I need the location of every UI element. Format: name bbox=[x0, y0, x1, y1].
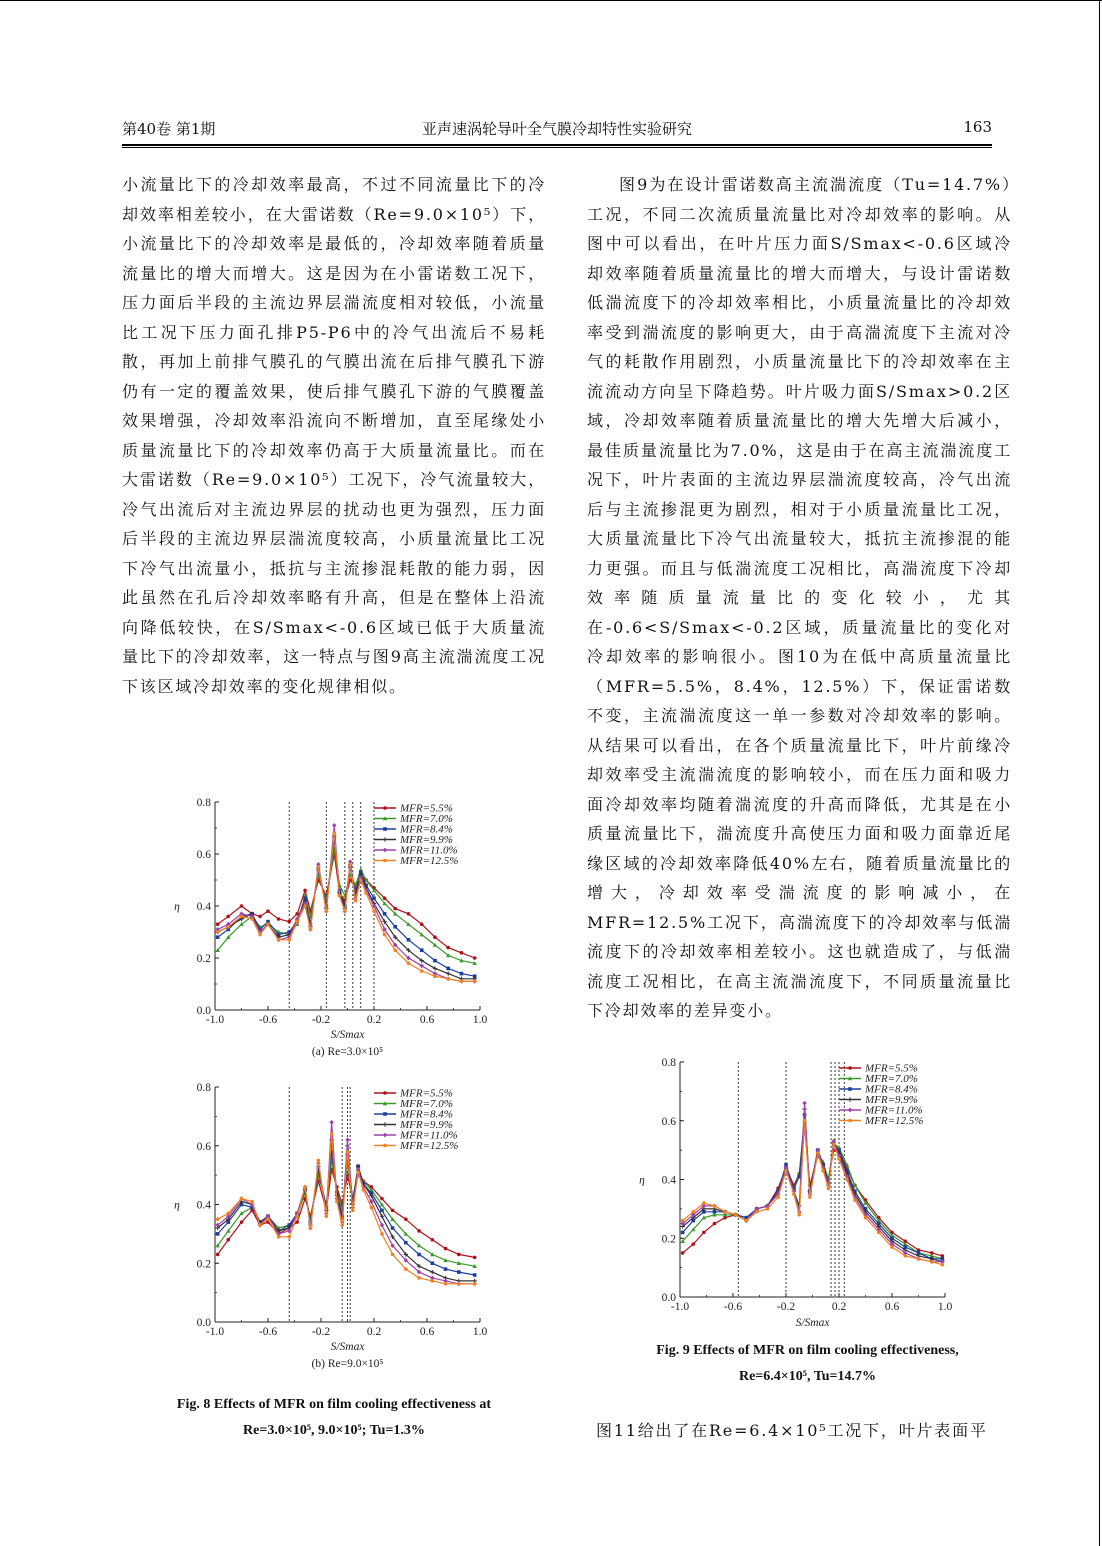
data-point bbox=[330, 1132, 334, 1136]
y-tick-label: 0.4 bbox=[661, 1174, 676, 1187]
legend-marker bbox=[383, 848, 387, 853]
y-tick-label: 0.2 bbox=[661, 1233, 676, 1246]
data-point bbox=[460, 980, 464, 984]
data-point bbox=[890, 1245, 894, 1249]
legend-marker bbox=[383, 1133, 387, 1138]
data-point bbox=[877, 1231, 881, 1235]
data-point bbox=[903, 1254, 907, 1258]
data-point bbox=[404, 1241, 408, 1245]
data-point bbox=[258, 1223, 262, 1227]
series-3 bbox=[681, 1113, 944, 1261]
data-point bbox=[250, 1200, 254, 1204]
data-point bbox=[258, 915, 262, 919]
data-point bbox=[702, 1231, 706, 1235]
data-point bbox=[329, 1120, 333, 1125]
legend-label: MFR=9.9% bbox=[400, 834, 453, 846]
data-point bbox=[362, 1188, 366, 1192]
data-point bbox=[433, 974, 437, 978]
bottom-text: 图11给出了在Re=6.4×10⁵工况下，叶片表面平 bbox=[596, 1421, 988, 1440]
data-point bbox=[864, 1216, 868, 1220]
legend-marker bbox=[383, 806, 387, 810]
legend-marker bbox=[848, 1066, 852, 1070]
legend-label: MFR=7.0% bbox=[400, 813, 453, 825]
series-line bbox=[683, 1127, 943, 1256]
data-point bbox=[216, 922, 220, 926]
legend-label: MFR=8.4% bbox=[400, 823, 453, 836]
data-point bbox=[391, 1226, 395, 1230]
x-tick-label: 0.2 bbox=[366, 1014, 382, 1026]
data-point bbox=[808, 1195, 812, 1199]
data-point bbox=[351, 1209, 355, 1213]
legend-marker bbox=[383, 1112, 387, 1116]
data-point bbox=[734, 1213, 738, 1217]
legend-marker bbox=[848, 1108, 852, 1113]
legend-entry bbox=[374, 855, 458, 867]
data-point bbox=[391, 1209, 395, 1213]
x-tick-label: 0.2 bbox=[831, 1301, 847, 1313]
data-point bbox=[404, 1217, 408, 1221]
data-point bbox=[784, 1169, 788, 1173]
journal-volume: 第40卷 第1期 bbox=[122, 120, 216, 138]
data-point bbox=[359, 878, 363, 882]
x-tick-label: 1.0 bbox=[472, 1326, 488, 1338]
data-point bbox=[776, 1195, 780, 1199]
legend-marker bbox=[383, 1091, 387, 1095]
data-point bbox=[277, 1235, 281, 1239]
left-column bbox=[122, 170, 546, 701]
legend-label: MFR=11.0% bbox=[400, 1129, 458, 1142]
data-point bbox=[287, 938, 291, 942]
figure-8b bbox=[160, 1075, 540, 1380]
legend-label: MFR=12.5% bbox=[400, 855, 459, 867]
data-point bbox=[457, 1282, 461, 1286]
data-point bbox=[802, 1101, 806, 1106]
x-tick-label: -1.0 bbox=[670, 1301, 690, 1313]
data-point bbox=[766, 1207, 770, 1211]
data-point bbox=[277, 917, 281, 921]
data-point bbox=[691, 1242, 695, 1246]
x-tick-label: -0.2 bbox=[311, 1326, 331, 1338]
fig8-caption-line2: Re=3.0×10⁵, 9.0×10⁵; Tu=1.3% bbox=[243, 1423, 425, 1438]
data-point bbox=[383, 933, 387, 937]
data-point bbox=[713, 1222, 717, 1226]
data-point bbox=[295, 1214, 299, 1218]
data-point bbox=[941, 1263, 945, 1267]
data-point bbox=[853, 1198, 857, 1202]
data-point bbox=[216, 930, 220, 934]
data-point bbox=[457, 1270, 461, 1274]
data-point bbox=[303, 904, 307, 908]
data-point bbox=[446, 967, 450, 971]
fig8-caption-line1: Fig. 8 Effects of MFR on film cooling effectiveness at bbox=[176, 1397, 492, 1412]
data-point bbox=[266, 1217, 270, 1221]
data-point bbox=[226, 1212, 230, 1216]
data-point bbox=[391, 1253, 395, 1257]
data-point bbox=[383, 912, 387, 916]
data-point bbox=[240, 1197, 244, 1201]
y-tick-label: 0.8 bbox=[661, 1057, 676, 1069]
data-point bbox=[332, 831, 336, 835]
chart-8b bbox=[160, 1075, 540, 1380]
y-tick-label: 0.2 bbox=[196, 953, 211, 965]
data-point bbox=[240, 1220, 244, 1224]
data-point bbox=[420, 963, 424, 968]
data-point bbox=[713, 1204, 717, 1208]
series-line bbox=[683, 1109, 943, 1262]
fig9-caption-line1: Fig. 9 Effects of MFR on film cooling effectiveness, bbox=[656, 1343, 959, 1358]
data-point bbox=[345, 1137, 349, 1142]
legend-label: MFR=12.5% bbox=[400, 1140, 459, 1152]
data-point bbox=[356, 1170, 360, 1174]
fig9-caption bbox=[595, 1338, 1020, 1390]
series-line bbox=[683, 1115, 943, 1259]
y-tick-label: 0.6 bbox=[661, 1115, 676, 1128]
data-point bbox=[417, 1253, 421, 1257]
data-point bbox=[393, 925, 397, 929]
data-point bbox=[372, 896, 376, 900]
y-axis-label: η bbox=[639, 1174, 645, 1187]
y-tick-label: 0.6 bbox=[196, 849, 211, 861]
legend-label: MFR=9.9% bbox=[865, 1094, 918, 1106]
x-tick-label: 0.6 bbox=[419, 1014, 435, 1026]
legend-label: MFR=11.0% bbox=[400, 844, 458, 857]
y-tick-label: 0.4 bbox=[196, 901, 211, 913]
x-tick-label: -0.6 bbox=[723, 1301, 743, 1313]
data-point bbox=[240, 904, 244, 908]
y-tick-label: 0.4 bbox=[196, 1199, 211, 1212]
x-tick-label: 0.2 bbox=[366, 1326, 382, 1338]
legend-label: MFR=7.0% bbox=[400, 1098, 453, 1110]
data-point bbox=[216, 1253, 220, 1257]
data-point bbox=[723, 1210, 727, 1214]
data-point bbox=[258, 933, 262, 937]
data-point bbox=[407, 912, 411, 916]
data-point bbox=[380, 1232, 384, 1236]
subcaption: (a) Re=3.0×10⁵ bbox=[311, 1046, 384, 1058]
data-point bbox=[335, 1200, 339, 1204]
chart-8a bbox=[160, 790, 540, 1080]
y-tick-label: 0.0 bbox=[196, 1317, 211, 1329]
legend-label: MFR=12.5% bbox=[865, 1115, 924, 1127]
subcaption: (b) Re=9.0×10⁵ bbox=[311, 1358, 384, 1370]
figure-9 bbox=[625, 1050, 1005, 1330]
data-point bbox=[354, 899, 358, 903]
data-point bbox=[332, 823, 336, 828]
data-point bbox=[295, 920, 299, 924]
data-point bbox=[444, 1267, 448, 1271]
data-point bbox=[431, 1238, 435, 1242]
data-point bbox=[792, 1192, 796, 1196]
data-point bbox=[702, 1201, 706, 1205]
data-point bbox=[821, 1169, 825, 1173]
series-line bbox=[683, 1121, 943, 1259]
x-tick-label: -0.6 bbox=[258, 1326, 278, 1338]
data-point bbox=[338, 894, 342, 898]
legend-label: MFR=5.5% bbox=[865, 1062, 918, 1075]
data-point bbox=[383, 896, 387, 900]
y-axis-label: η bbox=[174, 901, 180, 913]
data-point bbox=[317, 865, 321, 869]
top-border bbox=[0, 0, 1102, 1]
x-tick-label: -0.6 bbox=[258, 1014, 278, 1026]
legend-label: MFR=7.0% bbox=[865, 1073, 918, 1085]
data-point bbox=[755, 1210, 759, 1214]
data-point bbox=[226, 915, 230, 919]
data-point bbox=[277, 938, 281, 942]
data-point bbox=[317, 1159, 321, 1163]
series-2 bbox=[680, 1119, 944, 1261]
data-point bbox=[404, 1267, 408, 1271]
page-number: 163 bbox=[963, 118, 992, 136]
x-tick-label: -0.2 bbox=[776, 1301, 796, 1313]
y-tick-label: 0.8 bbox=[196, 1082, 211, 1094]
data-point bbox=[433, 959, 437, 963]
data-point bbox=[325, 1214, 329, 1218]
data-point bbox=[325, 909, 329, 913]
data-point bbox=[832, 1142, 836, 1146]
y-tick-label: 0.8 bbox=[196, 797, 211, 809]
data-point bbox=[681, 1219, 685, 1223]
y-axis-label: η bbox=[174, 1199, 180, 1212]
data-point bbox=[417, 1276, 421, 1280]
legend-label: MFR=5.5% bbox=[400, 1087, 453, 1100]
data-point bbox=[444, 1282, 448, 1286]
page-header bbox=[122, 118, 992, 140]
y-tick-label: 0.6 bbox=[196, 1140, 211, 1153]
data-point bbox=[348, 863, 352, 867]
data-point bbox=[303, 889, 307, 893]
fig8-caption bbox=[122, 1392, 546, 1444]
x-axis-label: S/Smax bbox=[795, 1317, 830, 1329]
data-point bbox=[431, 1261, 435, 1265]
data-point bbox=[446, 946, 450, 950]
data-point bbox=[681, 1251, 685, 1255]
data-point bbox=[417, 1229, 421, 1233]
data-point bbox=[393, 948, 397, 952]
right-paragraph: 图9为在设计雷诺数高主流湍流度（Tu=14.7%）工况，不同二次流质量流量比对冷却效率的影响。从图中可以看出，在叶片压力面S/Smax<-0.6区域冷却效率随着质量流量比的增大而增大，与设计雷诺数低湍流度下的冷却效率相比，小质量流量比的冷却效率受到湍流度的影响更大，由于高湍流度下主流对冷气的耗散作用剧烈，小质量流量比下的冷却效率在主流流动方向呈下降趋势。叶片吸力面S/Smax>0.2区域，冷却效率随着质量流量比的增大先增大后减小，最佳质量流量比为7.0%，这是由于在高主流湍流度工况下，叶片表面的主流边界层湍流度较高，冷气出流后与主流掺混更为剧烈，相对于小质量流量比工况，大质量流量比下冷气出流量较大，抵抗主流掺混的能力更强。而且与低湍流度工况相比，高湍流度下冷却效率随质量流量比的变化较小，尤其在-0.6<S/Smax<-0.2区域，质量流量比的变化对冷却效率的影响很小。图10为在低中高质量流量比（MFR=5.5%，8.4%，12.5%）下，保证雷诺数不变，主流湍流度这一单一参数对冷却效率的影响。从结果可以看出，在各个质量流量比下，叶片前缘冷却效率受主流湍流度的影响较小，而在压力面和吸力面冷却效率均随着湍流度的升高而降低，尤其是在小质量流量比下，湍流度升高使压力面和吸力面靠近尾缘区域的冷却效率降低40%左右，随着质量流量比的增大，冷却效率受湍流度的影响减小，在MFR=12.5%工况下，高湍流度下的冷却效率与低湍流度下的冷却效率相差较小。这也就造成了，与低湍流度工况相比，在高主流湍流度下，不同质量流量比下冷却效率的差异变小。 bbox=[587, 175, 1012, 1020]
x-tick-label: -1.0 bbox=[205, 1326, 225, 1338]
data-point bbox=[266, 909, 270, 913]
data-point bbox=[226, 1238, 230, 1242]
data-point bbox=[380, 1223, 384, 1228]
data-point bbox=[816, 1151, 820, 1155]
data-point bbox=[340, 1223, 344, 1227]
legend-marker bbox=[383, 859, 387, 863]
chart-9 bbox=[625, 1050, 1005, 1330]
right-column bbox=[587, 170, 1012, 1026]
legend-entry bbox=[839, 1115, 923, 1127]
legend-marker bbox=[383, 827, 387, 831]
y-tick-label: 0.0 bbox=[661, 1292, 676, 1304]
data-point bbox=[287, 1235, 291, 1239]
x-tick-label: 0.6 bbox=[884, 1301, 900, 1313]
legend-label: MFR=9.9% bbox=[400, 1119, 453, 1131]
left-paragraph: 小流量比下的冷却效率最高，不过不同流量比下的冷却效率相差较小，在大雷诺数（Re=9.0×10⁵）下，小流量比下的冷却效率是最低的，冷却效率随着质量流量比的增大而增大。这是因为在小雷诺数工况下，压力面后半段的主流边界层湍流度相对较低，小流量比工况下压力面孔排P5-P6中的冷气出流后不易耗散，再加上前排气膜孔的气膜出流在后排气膜孔下游仍有一定的覆盖效果，使后排气膜孔下游的气膜覆盖效果增强，冷却效率沿流向不断增加，直至尾缘处小质量流量比下的冷却效率仍高于大质量流量比。而在大雷诺数（Re=9.0×10⁵）工况下，冷气流量较大，冷气出流后对主流边界层的扰动也更为强烈，压力面后半段的主流边界层湍流度较高，小质量流量比工况下冷气出流量小，抵抗与主流掺混耗散的能力弱，因此虽然在孔后冷却效率略有升高，但是在整体上沿流向降低较快，在S/Smax<-0.6区域已低于大质量流量比下的冷却效率，这一特点与图9高主流湍流度工况下该区域冷却效率的变化规律相似。 bbox=[122, 175, 546, 696]
y-tick-label: 0.2 bbox=[196, 1258, 211, 1271]
header-rule-thin bbox=[122, 147, 992, 148]
series-1 bbox=[681, 1125, 944, 1258]
data-point bbox=[803, 1119, 807, 1123]
data-point bbox=[420, 948, 424, 952]
data-point bbox=[309, 1226, 313, 1230]
data-point bbox=[691, 1210, 695, 1214]
x-tick-label: -1.0 bbox=[205, 1014, 225, 1026]
data-point bbox=[380, 1209, 384, 1213]
x-tick-label: -0.2 bbox=[311, 1014, 331, 1026]
data-point bbox=[837, 1157, 841, 1161]
data-point bbox=[240, 915, 244, 919]
data-point bbox=[446, 977, 450, 981]
data-point bbox=[827, 1187, 831, 1191]
data-point bbox=[681, 1231, 685, 1235]
data-point bbox=[473, 1273, 477, 1277]
right-border bbox=[1099, 0, 1100, 1546]
legend-marker bbox=[848, 1087, 852, 1091]
data-point bbox=[917, 1257, 921, 1261]
data-point bbox=[460, 951, 464, 955]
fig9-caption-line2: Re=6.4×10⁵, Tu=14.7% bbox=[738, 1369, 877, 1384]
data-point bbox=[364, 891, 368, 895]
data-point bbox=[473, 1256, 477, 1260]
data-point bbox=[216, 1232, 220, 1236]
x-tick-label: 1.0 bbox=[472, 1014, 488, 1026]
x-tick-label: 1.0 bbox=[937, 1301, 953, 1313]
data-point bbox=[266, 922, 270, 926]
data-point bbox=[460, 972, 464, 976]
data-point bbox=[420, 969, 424, 973]
x-axis-label: S/Smax bbox=[330, 1029, 365, 1041]
legend-marker bbox=[848, 1119, 852, 1123]
data-point bbox=[433, 935, 437, 939]
data-point bbox=[370, 1206, 374, 1210]
data-point bbox=[216, 935, 220, 939]
data-point bbox=[930, 1260, 934, 1264]
data-point bbox=[226, 925, 230, 929]
data-point bbox=[431, 1279, 435, 1283]
data-point bbox=[420, 922, 424, 926]
x-axis-label: S/Smax bbox=[330, 1341, 365, 1353]
x-tick-label: 0.6 bbox=[419, 1326, 435, 1338]
data-point bbox=[250, 917, 254, 921]
data-point bbox=[343, 909, 347, 913]
data-point bbox=[444, 1247, 448, 1251]
legend-label: MFR=8.4% bbox=[400, 1108, 453, 1121]
data-point bbox=[744, 1219, 748, 1223]
legend-entry bbox=[374, 1140, 458, 1152]
data-point bbox=[287, 920, 291, 924]
data-point bbox=[380, 1197, 384, 1201]
data-point bbox=[845, 1178, 849, 1182]
data-point bbox=[407, 961, 411, 965]
legend-label: MFR=8.4% bbox=[865, 1083, 918, 1096]
legend-label: MFR=5.5% bbox=[400, 802, 453, 815]
legend-label: MFR=11.0% bbox=[865, 1104, 923, 1117]
data-point bbox=[309, 928, 313, 932]
figure-8a bbox=[160, 790, 540, 1080]
data-point bbox=[407, 938, 411, 942]
data-point bbox=[372, 909, 376, 913]
legend-marker bbox=[383, 1144, 387, 1148]
data-point bbox=[797, 1213, 801, 1217]
data-point bbox=[473, 1282, 477, 1286]
data-point bbox=[473, 980, 477, 984]
data-point bbox=[473, 956, 477, 960]
running-title: 亚声速涡轮导叶全气膜冷却特性实验研究 bbox=[421, 120, 692, 138]
data-point bbox=[457, 1253, 461, 1257]
data-point bbox=[216, 1217, 220, 1221]
data-point bbox=[303, 1185, 307, 1189]
y-tick-label: 0.0 bbox=[196, 1005, 211, 1017]
data-point bbox=[346, 1150, 350, 1154]
data-point bbox=[393, 907, 397, 911]
header-rule bbox=[122, 144, 992, 146]
